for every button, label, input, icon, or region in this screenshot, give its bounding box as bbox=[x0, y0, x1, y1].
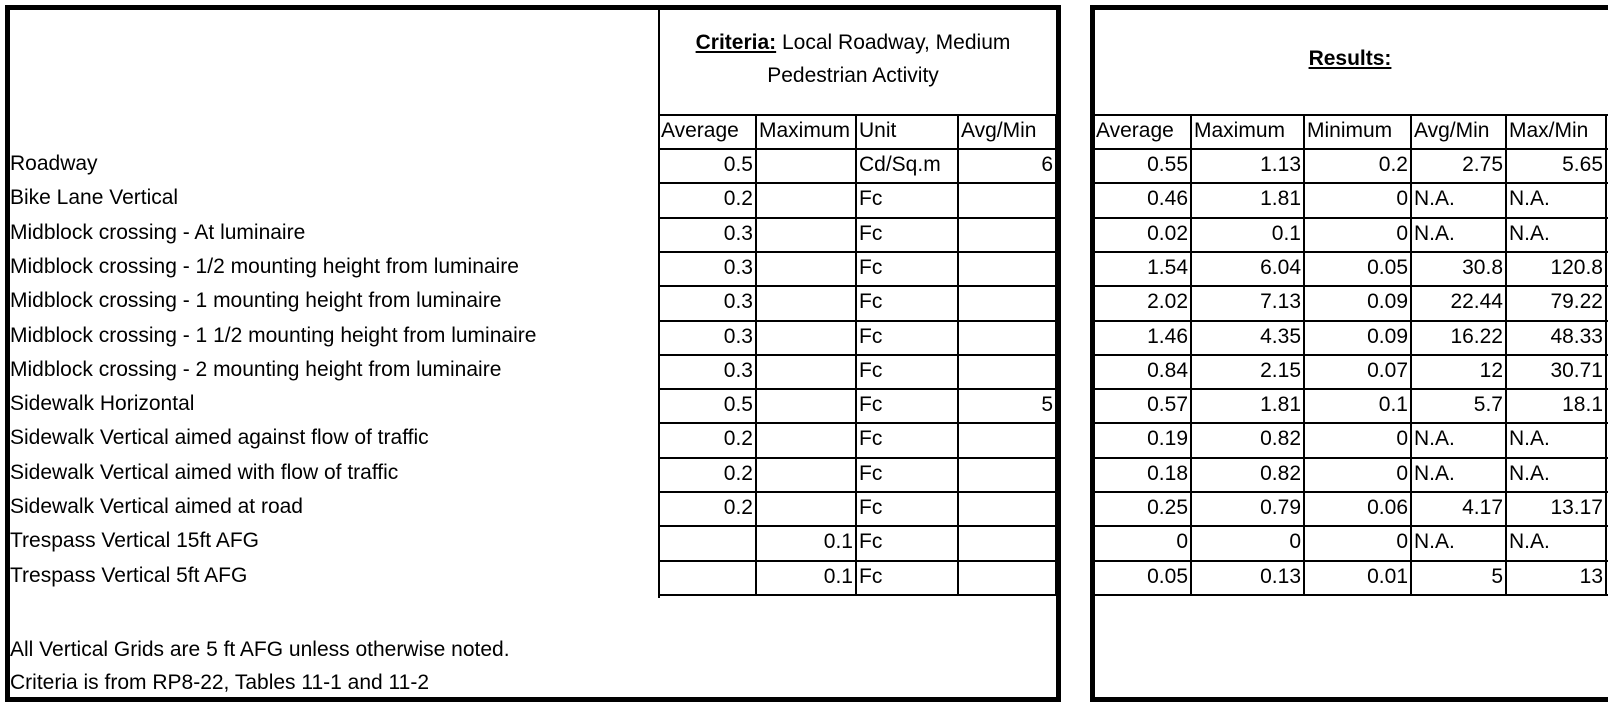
criteria-cell bbox=[958, 561, 1056, 595]
criteria-cell: 0.3 bbox=[723, 358, 753, 382]
results-cell: 48.33 bbox=[1550, 324, 1603, 348]
results-cell: 18.1 bbox=[1562, 393, 1603, 417]
results-cell: 1.54 bbox=[1147, 255, 1188, 279]
results-cell: 2.15 bbox=[1260, 358, 1301, 382]
results-cell: 0.09 bbox=[1367, 324, 1408, 348]
criteria-header bbox=[660, 26, 1046, 92]
results-cell: 0 bbox=[1396, 187, 1408, 211]
results-cell: 16.22 bbox=[1450, 324, 1503, 348]
row-label: Midblock crossing - 1 1/2 mounting height from luminaire bbox=[10, 323, 537, 347]
results-cell: 1.13 bbox=[1260, 153, 1301, 176]
criteria-cell bbox=[756, 423, 856, 457]
results-cell: 30.8 bbox=[1462, 255, 1503, 279]
criteria-cell: Fc bbox=[859, 427, 883, 451]
criteria-cell: 0.1 bbox=[823, 564, 853, 588]
criteria-cell bbox=[756, 389, 856, 423]
row-label: Sidewalk Vertical aimed at road bbox=[10, 495, 303, 518]
results-cell: N.A. bbox=[1509, 530, 1550, 554]
criteria-cell: Fc bbox=[859, 461, 883, 485]
results-cell: 4.17 bbox=[1462, 496, 1503, 519]
criteria-cell bbox=[958, 183, 1056, 217]
row-label: Trespass Vertical 15ft AFG bbox=[10, 529, 259, 553]
criteria-cell: 0.3 bbox=[723, 255, 753, 279]
results-cell: 0 bbox=[1396, 530, 1408, 554]
criteria-cell bbox=[958, 355, 1056, 389]
criteria-cell: Fc bbox=[859, 564, 883, 588]
criteria-label: Criteria: bbox=[695, 31, 777, 54]
results-cell: 2.75 bbox=[1462, 153, 1503, 176]
results-cell: 5.7 bbox=[1473, 393, 1503, 417]
results-cell: 0.1 bbox=[1378, 393, 1408, 417]
row-label: Midblock crossing - 2 mounting height from luminaire bbox=[10, 357, 502, 381]
results-cell: 0.46 bbox=[1147, 187, 1188, 211]
results-cell: 13 bbox=[1579, 564, 1603, 588]
criteria-cell: 0.3 bbox=[723, 290, 753, 314]
results-column-header: Avg/Min bbox=[1414, 119, 1490, 142]
criteria-cell: Fc bbox=[859, 255, 883, 279]
results-cell: 0.1 bbox=[1271, 221, 1301, 245]
results-cell: 0.84 bbox=[1147, 358, 1188, 382]
criteria-cell bbox=[958, 492, 1056, 526]
criteria-cell bbox=[756, 183, 856, 217]
criteria-cell: 0.1 bbox=[823, 530, 853, 554]
results-cell: 0.82 bbox=[1260, 427, 1301, 451]
row-label: Midblock crossing - 1/2 mounting height from luminaire bbox=[10, 254, 519, 278]
results-column-header: Average bbox=[1096, 119, 1174, 142]
results-cell: N.A. bbox=[1509, 187, 1550, 211]
results-cell: 12 bbox=[1479, 358, 1503, 382]
criteria-cell: 0.5 bbox=[723, 153, 753, 176]
results-cell: N.A. bbox=[1509, 221, 1550, 245]
criteria-cell: Fc bbox=[859, 221, 883, 245]
outer-border-bottom-right bbox=[1090, 697, 1608, 702]
results-cell: 0 bbox=[1176, 530, 1188, 554]
criteria-cell: Fc bbox=[859, 324, 883, 348]
results-cell: 0.05 bbox=[1367, 255, 1408, 279]
criteria-column-header: Unit bbox=[859, 119, 897, 142]
outer-border-top-right bbox=[1090, 5, 1608, 10]
criteria-cell: Fc bbox=[859, 530, 883, 554]
criteria-column-header: Maximum bbox=[759, 119, 851, 142]
row-label: Midblock crossing - 1 mounting height from luminaire bbox=[10, 289, 502, 313]
results-column-header: Minimum bbox=[1307, 119, 1393, 142]
criteria-cell bbox=[658, 526, 756, 560]
results-cell: 22.44 bbox=[1450, 290, 1503, 314]
row-label: Bike Lane Vertical bbox=[10, 186, 179, 210]
criteria-cell: 6 bbox=[1041, 153, 1053, 176]
criteria-cell: 0.2 bbox=[723, 427, 753, 451]
results-cell: 120.8 bbox=[1550, 255, 1603, 279]
criteria-cell bbox=[958, 218, 1056, 252]
criteria-cell bbox=[958, 526, 1056, 560]
criteria-cell: Fc bbox=[859, 187, 883, 211]
note-2: Criteria is from RP8-22, Tables 11-1 and 11-2 bbox=[10, 671, 430, 694]
results-column-header: Max/Min bbox=[1509, 119, 1589, 142]
criteria-cell: 0.2 bbox=[723, 461, 753, 485]
criteria-cell: 0.2 bbox=[723, 496, 753, 519]
results-column-header: Maximum bbox=[1194, 119, 1286, 142]
criteria-cell bbox=[756, 458, 856, 492]
results-cell: 0.79 bbox=[1260, 496, 1301, 519]
results-cell: N.A. bbox=[1414, 461, 1455, 485]
results-cell: 0.02 bbox=[1147, 221, 1188, 245]
criteria-cell bbox=[756, 286, 856, 320]
results-cell: 0 bbox=[1396, 427, 1408, 451]
results-cell: N.A. bbox=[1509, 427, 1550, 451]
row-label: Midblock crossing - At luminaire bbox=[10, 220, 306, 244]
row-label: Roadway bbox=[10, 152, 98, 175]
results-cell: 1.46 bbox=[1147, 324, 1188, 348]
criteria-cell bbox=[756, 218, 856, 252]
results-cell: 0.2 bbox=[1378, 153, 1408, 176]
row-label: Sidewalk Vertical aimed against flow of traffic bbox=[10, 426, 429, 450]
criteria-cell: Fc bbox=[859, 496, 883, 519]
outer-border-top-left bbox=[5, 5, 1061, 10]
results-cell: 0.06 bbox=[1367, 496, 1408, 519]
criteria-cell bbox=[958, 286, 1056, 320]
results-cell: 0.05 bbox=[1147, 564, 1188, 588]
results-cell: 0.18 bbox=[1147, 461, 1188, 485]
results-cell: 2.02 bbox=[1147, 290, 1188, 314]
results-cell: 0 bbox=[1396, 461, 1408, 485]
results-cell: N.A. bbox=[1414, 187, 1455, 211]
row-label: Sidewalk Horizontal bbox=[10, 392, 195, 416]
criteria-column-header: Avg/Min bbox=[961, 119, 1037, 142]
criteria-cell bbox=[756, 149, 856, 183]
results-cell: 13.17 bbox=[1550, 496, 1603, 519]
criteria-text: Local Roadway, Medium Pedestrian Activity bbox=[767, 31, 1011, 87]
results-cell: N.A. bbox=[1414, 530, 1455, 554]
results-cell: 1.81 bbox=[1260, 187, 1301, 211]
results-cell: 4.35 bbox=[1260, 324, 1301, 348]
results-cell: 0.13 bbox=[1260, 564, 1301, 588]
results-cell: 0.01 bbox=[1367, 564, 1408, 588]
row-label: Sidewalk Vertical aimed with flow of traffic bbox=[10, 460, 399, 484]
row-label: Trespass Vertical 5ft AFG bbox=[10, 563, 248, 587]
results-cell: N.A. bbox=[1509, 461, 1550, 485]
results-cell: 0.09 bbox=[1367, 290, 1408, 314]
results-cell: 0.82 bbox=[1260, 461, 1301, 485]
note-1: All Vertical Grids are 5 ft AFG unless otherwise noted. bbox=[10, 638, 510, 661]
criteria-cell bbox=[756, 492, 856, 526]
results-cell: 0 bbox=[1396, 221, 1408, 245]
criteria-cell bbox=[958, 458, 1056, 492]
criteria-column-header: Average bbox=[661, 119, 739, 142]
results-cell: 0.19 bbox=[1147, 427, 1188, 451]
results-cell: 6.04 bbox=[1260, 255, 1301, 279]
criteria-cell: 0.5 bbox=[723, 393, 753, 417]
criteria-cell bbox=[756, 321, 856, 355]
results-cell: 0.07 bbox=[1367, 358, 1408, 382]
criteria-cell: Fc bbox=[859, 290, 883, 314]
criteria-cell bbox=[756, 355, 856, 389]
results-cell: 5 bbox=[1491, 564, 1503, 588]
results-cell: 0 bbox=[1289, 530, 1301, 554]
results-cell: N.A. bbox=[1414, 427, 1455, 451]
criteria-cell: Fc bbox=[859, 393, 883, 417]
criteria-cell bbox=[958, 321, 1056, 355]
criteria-cell: 0.2 bbox=[723, 187, 753, 211]
results-header: Results: bbox=[1308, 47, 1392, 70]
results-cell: 5.65 bbox=[1562, 153, 1603, 176]
criteria-cell bbox=[958, 252, 1056, 286]
criteria-cell: 0.3 bbox=[723, 324, 753, 348]
results-cell: 30.71 bbox=[1550, 358, 1603, 382]
results-cell: 79.22 bbox=[1550, 290, 1603, 314]
results-cell: 0.25 bbox=[1147, 496, 1188, 519]
criteria-cell bbox=[958, 423, 1056, 457]
criteria-cell bbox=[658, 561, 756, 595]
criteria-cell bbox=[756, 252, 856, 286]
results-cell: N.A. bbox=[1414, 221, 1455, 245]
results-cell: 1.81 bbox=[1260, 393, 1301, 417]
criteria-cell: 0.3 bbox=[723, 221, 753, 245]
criteria-cell: Cd/Sq.m bbox=[859, 153, 941, 176]
results-cell: 0.57 bbox=[1147, 393, 1188, 417]
criteria-cell: Fc bbox=[859, 358, 883, 382]
results-cell: 0.55 bbox=[1147, 153, 1188, 176]
criteria-cell: 5 bbox=[1041, 393, 1053, 417]
results-cell: 7.13 bbox=[1260, 290, 1301, 314]
